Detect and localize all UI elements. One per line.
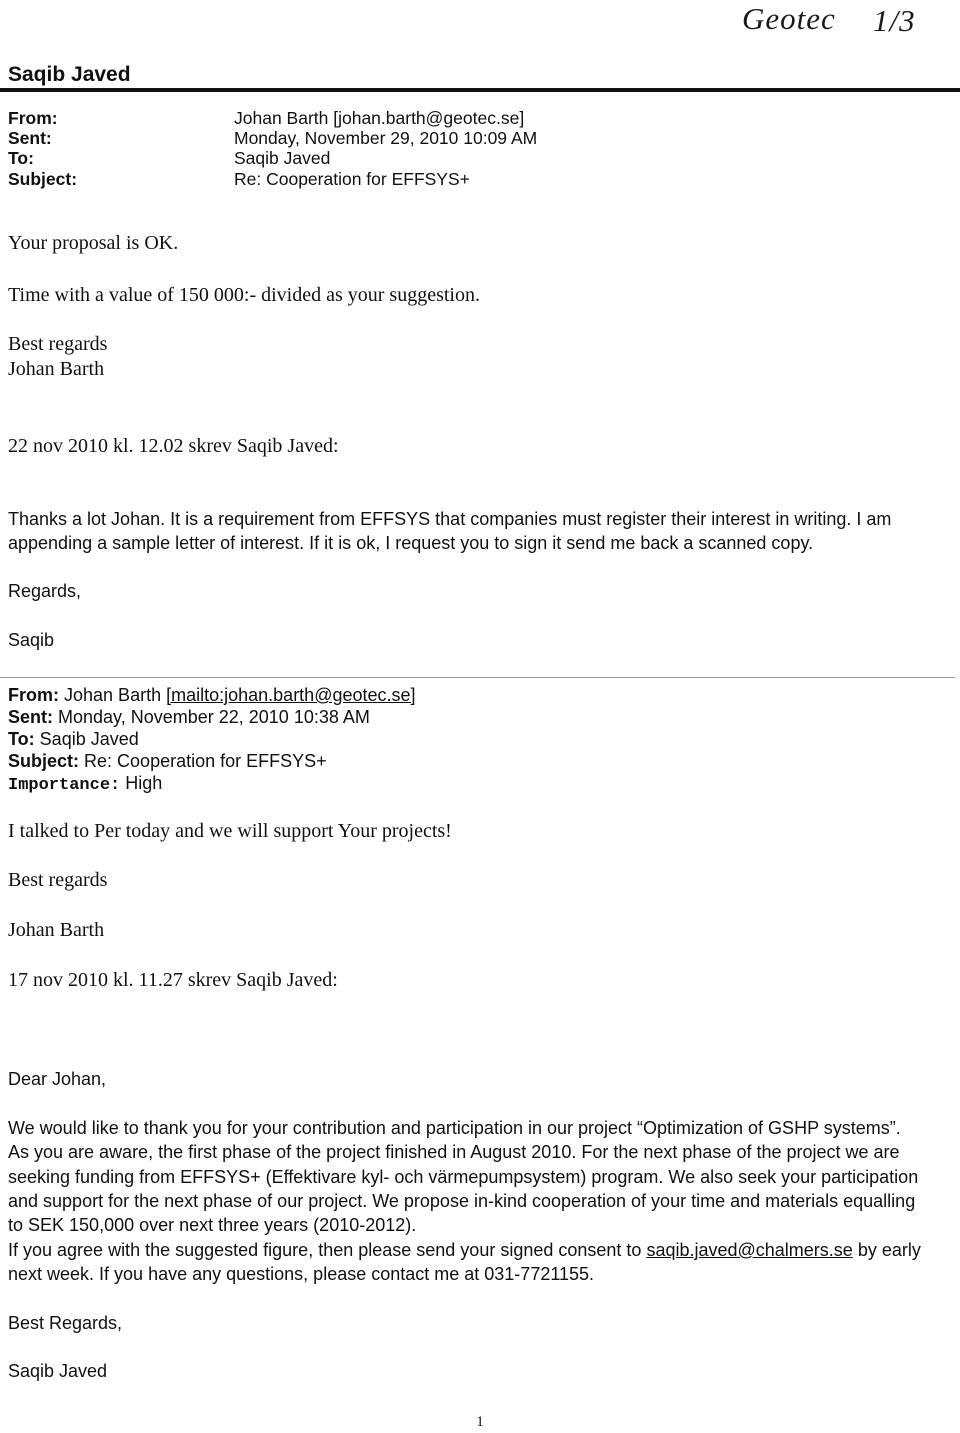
handwritten-company-label: Geotec [742,1,836,36]
quoted-importance-label: Importance: [8,776,121,795]
original-closing: Best Regards, [8,1313,123,1333]
header-to-value: Saqib Javed [234,148,331,168]
header-subject-label: Subject: [8,169,78,189]
header-sent-row [0,128,960,148]
quoted-subject-label: Subject: [8,751,80,771]
reply-line: Time with a value of 150 000:- divided as your suggestion. [8,284,480,306]
reply-line: Your proposal is OK. [8,232,179,254]
original-paragraph-line: to SEK 150,000 over next three years (2010-2012). [8,1215,417,1235]
quoted-to-row [8,728,139,750]
header-from-value: Johan Barth [johan.barth@geotec.se] [234,108,525,128]
quoted-to-value: Saqib Javed [39,729,139,749]
original-paragraph-line: We would like to thank you for your contribution and participation in our project “Optimization of GSHP systems”. [8,1118,901,1138]
quoted-importance-value: High [125,773,163,793]
page-number: 1 [476,1414,484,1430]
quoted-from-name: Johan Barth [64,685,162,705]
quoted-header-divider [0,677,955,678]
original-paragraph-line: and support for the next phase of our project. We propose in-kind cooperation of your time and materials equalling [8,1191,916,1211]
handwritten-page-marker: 1/3 [873,3,916,38]
original-consent-line [8,1238,921,1262]
header-divider [0,88,960,92]
mailbox-owner-name: Saqib Javed [8,63,131,86]
quoted-subject-row [8,750,327,772]
quoted-sent-value: Monday, November 22, 2010 10:38 AM [58,707,370,727]
quote-intro: 22 nov 2010 kl. 12.02 skrev Saqib Javed: [8,435,339,457]
quoted-line: Thanks a lot Johan. It is a requirement from EFFSYS that companies must register their interest in writing. I am [8,509,892,529]
header-to-row [0,148,960,168]
quote-intro: 17 nov 2010 kl. 11.27 skrev Saqib Javed: [8,969,338,991]
quoted-signature: Johan Barth [8,919,105,941]
quoted-from-label: From: [8,685,59,705]
reply-signature: Johan Barth [8,358,105,380]
quoted-signature: Saqib [8,630,55,650]
header-from-label: From: [8,108,58,128]
header-from-row [0,108,960,128]
original-greeting: Dear Johan, [8,1069,107,1089]
quoted-to-label: To: [8,729,35,749]
original-paragraph-line: seeking funding from EFFSYS+ (Effektivare kyl- och värmepumpsystem) program. We also seek your participation [8,1167,919,1187]
quoted-closing: Best regards [8,869,108,891]
consent-text: If you agree with the suggested figure, then please send your signed consent to [8,1240,642,1260]
original-signature: Saqib Javed [8,1361,108,1381]
header-sent-label: Sent: [8,128,52,148]
header-subject-value: Re: Cooperation for EFFSYS+ [234,169,470,189]
header-to-label: To: [8,148,34,168]
original-contact-line: next week. If you have any questions, please contact me at 031-7721155. [8,1264,595,1284]
header-subject-row [0,169,960,189]
quoted-closing: Regards, [8,581,82,601]
quoted-subject-value: Re: Cooperation for EFFSYS+ [84,751,327,771]
consent-text-end: by early [857,1240,921,1260]
original-paragraph-line: As you are aware, the first phase of the project finished in August 2010. For the next phase of the project we are [8,1142,900,1162]
quoted-sent-row [8,706,370,728]
reply-closing: Best regards [8,333,108,355]
quoted-sent-label: Sent: [8,707,53,727]
quoted-line: appending a sample letter of interest. If it is ok, I request you to sign it send me back a scanned copy. [8,533,814,553]
quoted-importance-row [8,772,162,797]
header-sent-value: Monday, November 29, 2010 10:09 AM [234,128,538,148]
consent-email-link: saqib.javed@chalmers.se [646,1240,853,1260]
quoted-from-mailto-link: [mailto:johan.barth@geotec.se] [166,685,416,705]
quoted-line: I talked to Per today and we will support Your projects! [8,820,452,842]
quoted-from-row [8,684,416,706]
